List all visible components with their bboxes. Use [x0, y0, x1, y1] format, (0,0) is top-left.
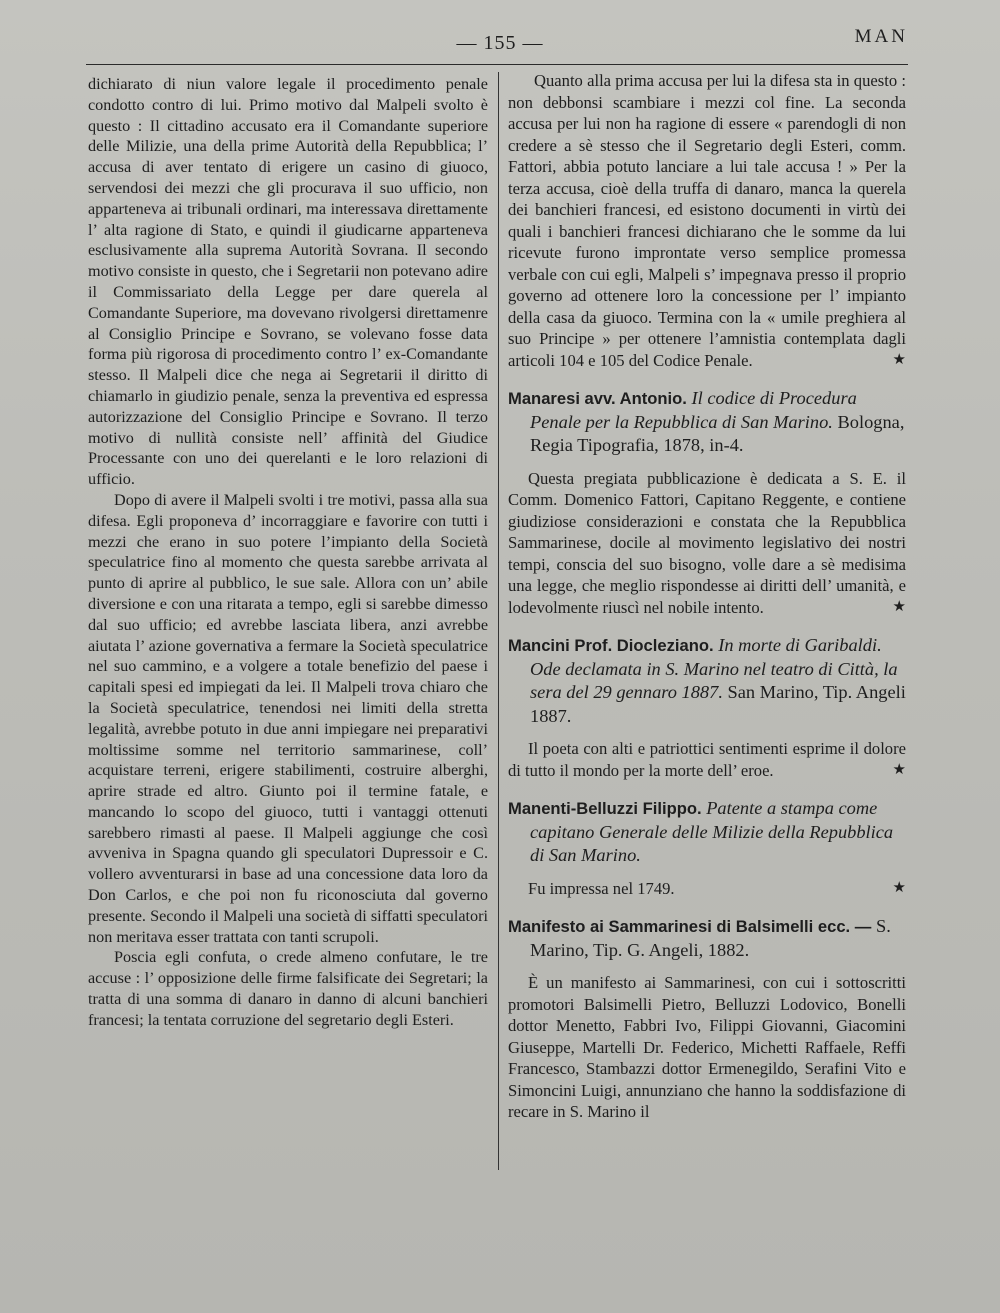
star-icon: ★: [892, 351, 906, 368]
bibliography-entry: [508, 387, 906, 618]
column-rule: [498, 72, 499, 1170]
entry-description-text: È un manifesto ai Sammarinesi, con cui i sottoscritti promotori Balsimelli Pietro, Belluzzi Lodovico, Bonelli dottor Menetto, Fabbri Ivo, Filippi Giovanni, Giacomini Giuseppe, Martelli Dr. Federico, Michetti Raffaele, Reffi Francesco, Stambazzi dottor Ermenegildo, Serafini Vito e Simoncini Luigi, annunziano che hanno la soddisfazione di recare in S. Marino il: [508, 973, 906, 1121]
bibliography-entry: [508, 797, 906, 899]
entry-heading: [508, 797, 906, 868]
entry-title: Patente a stampa come capitano Generale delle Milizie della Repubblica di San Marino.: [530, 798, 894, 865]
entry-imprint: San Marino, Tip. Angeli 1887.: [530, 682, 906, 726]
right-column: [508, 70, 906, 1123]
entry-imprint: Bologna, Regia Tipografia, 1878, in-4.: [530, 411, 905, 455]
left-column: [88, 74, 488, 1031]
entry-author: Manaresi avv. Antonio.: [508, 389, 687, 408]
entry-heading: [508, 387, 906, 458]
entry-heading: [508, 915, 906, 962]
entry-description: [508, 972, 906, 1123]
entry-author: Mancini Prof. Diocleziano.: [508, 636, 714, 655]
entry-description: [508, 468, 906, 619]
star-icon: ★: [892, 598, 906, 615]
entry-description: [508, 878, 906, 900]
paragraph: Dopo di avere il Malpeli svolti i tre motivi, passa alla sua difesa. Egli proponeva d’ incorraggiare e favorire con tutti i mezzi che erano in suo potere l’impianto della Società speculatrice fino al momento che questa sarebbe arrivata al punto di aprire al pubblico, le sue sale. Allora con un’ abile diversione e con una ritarata a tempo, egli si sarebbe dimesso dal suo ufficio; ed avrebbe lasciata libera, anzi avrebbe aiutata l’ azione governativa a fermare la Società speculatrice nel suo cammino, e a volgere a totale benefizio del paese i capitali spesi ed impiegati da lei. Il Malpeli trova chiaro che la Società speculatrice, tenendosi nei limiti della stretta legalità, avrebbe potuto in due anni impiegare nei preparativi moltissime somme nel territorio sammarinese, coll’ acquistare terreni, erigere stabilimenti, costruire alberghi, aprire strade ed altro. Giunto poi il termine fatale, e mancando lo scopo del giuoco, tutti i vantaggi ottenuti sarebbero rimasti al paese. Il Malpeli aggiunge che così avveniva in Spagna quando gli speculatori Dupressoir e C. vollero avventurarsi in base ad una concessione data loro da Don Carlos, e che poi non fu riconosciuta dal governo presente. Secondo il Malpeli una società di siffatti speculatori non meritava esser trattata con tanti scrupoli.: [88, 490, 488, 946]
running-head: MAN: [854, 26, 908, 47]
paragraph: Poscia egli confuta, o crede almeno confutare, le tre accuse : l’ opposizione delle firme falsificate dei Segretari; la tratta di una somma di danaro in danno di alcuni banchieri francesi; la tentata corruzione del segretario degli Esteri.: [88, 948, 488, 1029]
paragraph-text: Quanto alla prima accusa per lui la difesa sta in questo : non debbonsi scambiare i mezzi col fine. La seconda accusa per lui non ha ragione di essere « parendogli di non credere a sè stesso che il Segretario degli Esteri, comm. Fattori, abbia potuto lanciare a lui tale accusa ! » Per la terza accusa, cioè della truffa di danaro, manca la querela dei banchieri francesi, ed esistono documenti in virtù dei quali i banchieri francesi dichiarano che le somme da lui ricevute furono improntate verso semplice promessa verbale con cui egli, Malpeli s’ impegnava presso il proprio governo ad ottenere loro la concessione per l’ impianto della casa da giuoco. Termina con la « umile preghiera al suo Principe » per ottenere l’amnistia contemplata dagli articoli 104 e 105 del Codice Penale.: [508, 71, 906, 370]
paragraph: [508, 70, 906, 371]
entry-description: [508, 738, 906, 781]
star-icon: ★: [892, 761, 906, 778]
star-icon: ★: [892, 879, 906, 896]
entry-imprint: S. Marino, Tip. G. Angeli, 1882.: [530, 916, 891, 960]
bibliography-entry: [508, 634, 906, 781]
page-number: — 155 —: [456, 32, 544, 54]
entry-heading: [508, 634, 906, 728]
entry-title: Il codice di Procedura Penale per la Repubblica di San Marino.: [530, 388, 857, 432]
entry-author: Manenti-Belluzzi Filippo.: [508, 799, 702, 818]
entry-description-text: Fu impressa nel 1749.: [528, 878, 675, 898]
entry-description-text: Questa pregiata pubblicazione è dedicata a S. E. il Comm. Domenico Fattori, Capitano Reggente, e contiene giudiziose considerazioni e constata che la Repubblica Sammarinese, docile al movimento legislativo dei nostri tempi, conscia del suo bisogno, volle dare a sè medisima una legge, che meglio rispondesse ai diritti dell’ umanità, e lodevolmente riuscì nel nobile intento.: [508, 468, 906, 617]
bibliography-entry: [508, 915, 906, 1123]
entry-title: In morte di Garibaldi. Ode declamata in S. Marino nel teatro di Città, la sera del 29 gennaro 1887.: [530, 635, 898, 702]
paragraph: dichiarato di niun valore legale il procedimento penale condotto contro di lui. Primo motivo dal Malpeli svolto è questo : Il cittadino accusato era il Comandante superiore delle Milizie, una della prime Autorità della Repubblica; l’ accusa di aver tentato di erigere un casino di giuoco, servendosi dei mezzi che gli procurava il suo ufficio, non apparteneva ai tribunali ordinari, ma interessava direttamente l’ alta ragione di Stato, e quindi il giudicarne apparteneva esclusivamente alla suprema Autorità Sovrana. Il secondo motivo consiste in questo, che i Segretarii non potevano adire il Commissariato della Legge per dare querela al Comandante Superiore, ma dovevano rivolgersi direttamenre al Consiglio Principe e Sovrano, se volevano fosse data forma più rigorosa di procedimento contro l’ ex-Comandante stesso. Il Malpeli dice che nega ai Segretarii il diritto di chiamarlo in giudizio penale, senza la preventiva ed espressa autorizzazione del Consiglio Principe e Sovrano. Il terzo motivo di nullità consiste nell’ affinità del Giudice Processante con uno dei querelanti e le loro relazioni di ufficio.: [88, 75, 488, 489]
header-rule: [86, 64, 908, 65]
entry-author: Manifesto ai Sammarinesi di Balsimelli ecc. —: [508, 917, 872, 936]
entry-description-text: Il poeta con alti e patriottici sentimenti esprime il dolore di tutto il mondo per la morte dell’ eroe.: [508, 739, 906, 780]
